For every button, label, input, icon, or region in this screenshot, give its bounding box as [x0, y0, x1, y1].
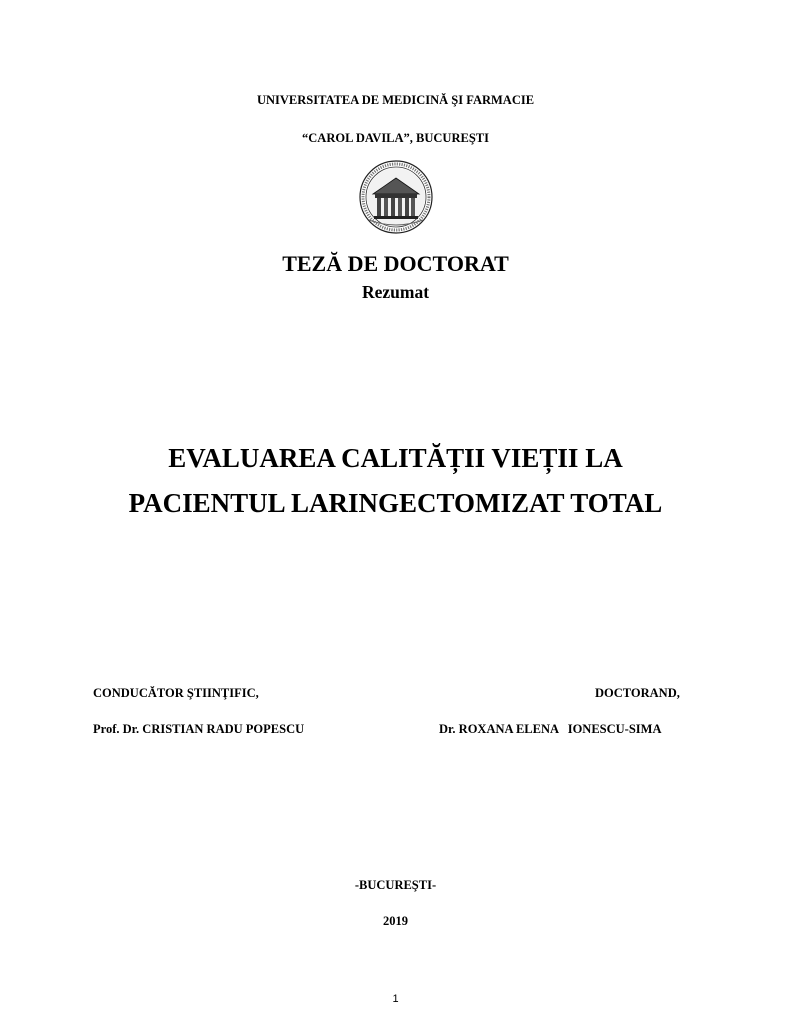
thesis-type: TEZĂ DE DOCTORAT [282, 251, 509, 276]
candidate-name: Dr. ROXANA ELENA IONESCU-SIMA [439, 722, 662, 736]
thesis-subtitle: Rezumat [361, 282, 430, 302]
candidate-label: DOCTORAND, [595, 686, 680, 700]
supervisor-name: Prof. Dr. CRISTIAN RADU POPESCU [93, 722, 305, 736]
university-name: UNIVERSITATEA DE MEDICINĂ ŞI FARMACIE [256, 93, 535, 107]
year: 2019 [383, 914, 408, 928]
university-name-line2: “CAROL DAVILA”, BUCUREŞTI [302, 131, 489, 145]
university-seal-icon [359, 160, 433, 234]
city: -BUCUREŞTI- [354, 878, 437, 892]
page-number: 1 [392, 993, 399, 1005]
thesis-title-line1: EVALUAREA CALITĂȚII VIEȚII LA [168, 443, 623, 473]
supervisor-label: CONDUCĂTOR ŞTIINŢIFIC, [93, 686, 259, 700]
thesis-title-line2: PACIENTUL LARINGECTOMIZAT TOTAL [128, 488, 663, 518]
